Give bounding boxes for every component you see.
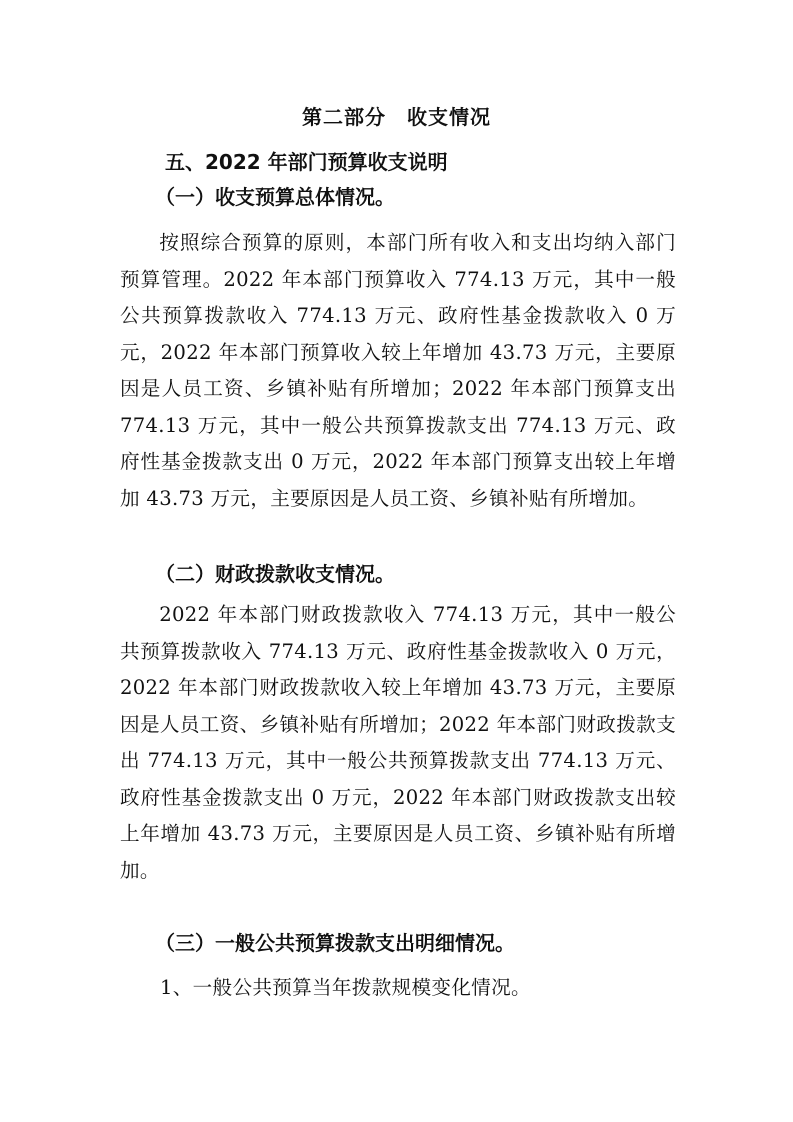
part-title: 第二部分 收支情况	[302, 105, 491, 129]
list-item-scale-change: 1、一般公共预算当年拨款规模变化情况。	[160, 976, 531, 999]
paragraph-fiscal-appropriation: 2022 年本部门财政拨款收入 774.13 万元，其中一般公共预算拨款收入 774.13 万元、政府性基金拨款收入 0 万元，2022 年本部门财政拨款收入较上年增加 43.73 万元，主要原因是人员工资、乡镇补贴有所增加；2022 年本部门财政拨款支出 774.13 万元，其中一般公共预算拨款支出 774.13 万元、政府性基金拨款支出 0 万元，2022 年本部门财政拨款支出较上年增加 43.73 万元，主要原因是人员工资、乡镇补贴有所增加。	[120, 603, 676, 882]
section-heading: 五、2022 年部门预算收支说明	[165, 150, 448, 174]
subsection-heading-overall: （一）收支预算总体情况。	[155, 185, 395, 209]
subsection-heading-general-public: （三）一般公共预算拨款支出明细情况。	[155, 931, 515, 955]
paragraph-overall-budget: 按照综合预算的原则，本部门所有收入和支出均纳入部门预算管理。2022 年本部门预算收入 774.13 万元，其中一般公共预算拨款收入 774.13 万元、政府性基金拨款收入 0 万元，2022 年本部门预算收入较上年增加 43.73 万元，主要原因是人员工资、乡镇补贴有所增加；2022 年本部门预算支出 774.13 万元，其中一般公共预算拨款支出 774.13 万元、政府性基金拨款支出 0 万元，2022 年本部门预算支出较上年增加 43.73 万元，主要原因是人员工资、乡镇补贴有所增加。	[120, 231, 676, 510]
subsection-heading-fiscal: （二）财政拨款收支情况。	[155, 562, 395, 586]
